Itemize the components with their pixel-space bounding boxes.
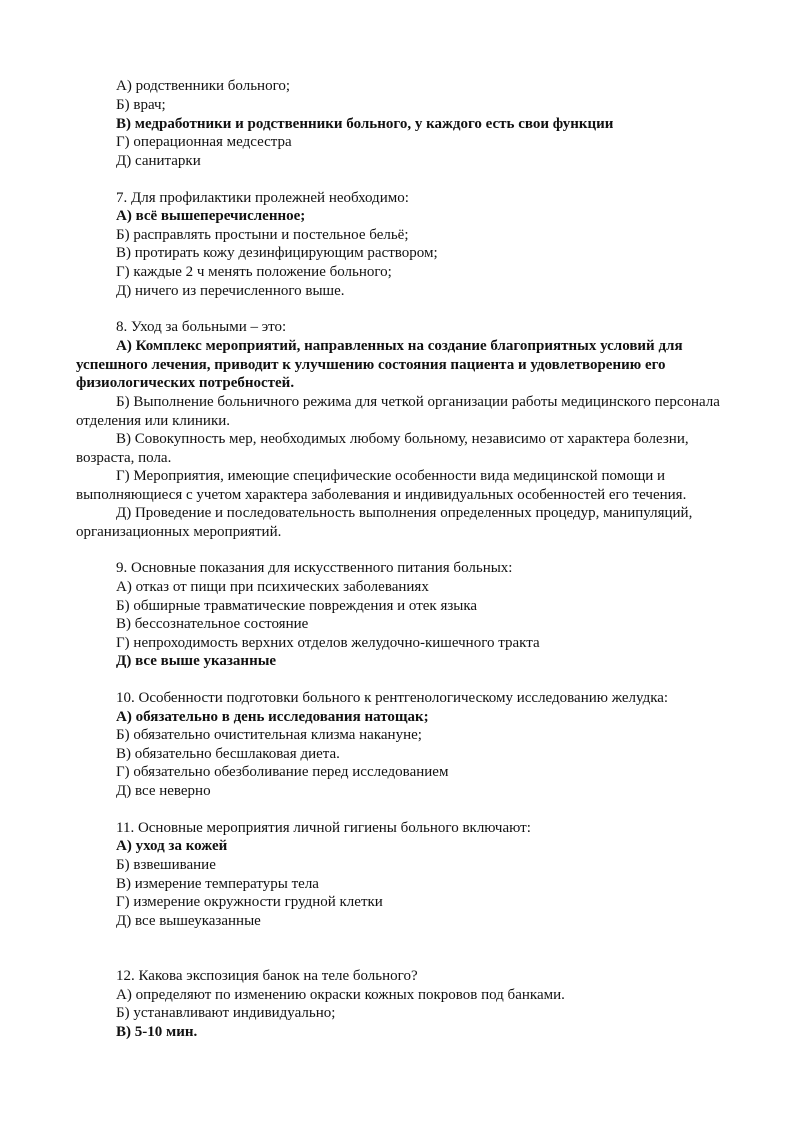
q7-option-e: Д) ничего из перечисленного выше. <box>116 283 345 299</box>
q10-option-b: Б) обязательно очистительная клизма накануне; <box>116 727 422 743</box>
q9-option-d: Г) непроходимость верхних отделов желудочно-кишечного тракта <box>116 635 540 651</box>
q10-option-a-correct: А) обязательно в день исследования натощак; <box>116 709 429 725</box>
q11-question: 11. Основные мероприятия личной гигиены больного включают: <box>116 820 531 836</box>
q6-option-c-correct: В) медработники и родственники больного, у каждого есть свои функции <box>116 116 614 132</box>
q8-option-e: Д) Проведение и последовательность выполнения определенных процедур, манипуляций, организационных мероприятий. <box>76 505 693 540</box>
q10-option-c: В) обязательно бесшлаковая диета. <box>116 746 340 762</box>
q12-option-a: А) определяют по изменению окраски кожных покровов под банками. <box>116 987 565 1003</box>
q12-option-b: Б) устанавливают индивидуально; <box>116 1005 336 1021</box>
q6-option-a: А) родственники больного; <box>116 78 291 94</box>
q11-option-c: В) измерение температуры тела <box>116 876 319 892</box>
q7-option-d: Г) каждые 2 ч менять положение больного; <box>116 264 392 280</box>
q6-option-b: Б) врач; <box>116 97 166 113</box>
q10-option-e: Д) все неверно <box>116 783 211 799</box>
q9-option-a: А) отказ от пищи при психических заболеваниях <box>116 579 429 595</box>
q8-option-d: Г) Мероприятия, имеющие специфические особенности вида медицинской помощи и выполняющиеся с учетом характера заболевания и индивидуальных особенностей его течения. <box>76 468 687 503</box>
q12-question: 12. Какова экспозиция банок на теле больного? <box>116 968 418 984</box>
q10-question: 10. Особенности подготовки больного к рентгенологическому исследованию желудка: <box>116 690 669 706</box>
q12-option-c-correct: В) 5-10 мин. <box>116 1024 198 1040</box>
q7-option-b: Б) расправлять простыни и постельное бельё; <box>116 227 409 243</box>
q7-option-c: В) протирать кожу дезинфицирующим раствором; <box>116 245 438 261</box>
q7-question: 7. Для профилактики пролежней необходимо: <box>116 190 409 206</box>
q11-option-e: Д) все вышеуказанные <box>116 913 261 929</box>
q8-option-b: Б) Выполнение больничного режима для четкой организации работы медицинского персонала отделения или клиники. <box>76 394 720 429</box>
q9-option-b: Б) обширные травматические повреждения и отек языка <box>116 598 478 614</box>
q8-question: 8. Уход за больными – это: <box>116 319 287 335</box>
q6-option-e: Д) санитарки <box>116 153 201 169</box>
q9-option-e-correct: Д) все выше указанные <box>116 653 277 669</box>
q9-question: 9. Основные показания для искусственного питания больных: <box>116 560 513 576</box>
q9-option-c: В) бессознательное состояние <box>116 616 309 632</box>
q10-option-d: Г) обязательно обезболивание перед исследованием <box>116 764 449 780</box>
q11-option-d: Г) измерение окружности грудной клетки <box>116 894 383 910</box>
q11-option-b: Б) взвешивание <box>116 857 216 873</box>
q11-option-a-correct: А) уход за кожей <box>116 838 228 854</box>
q7-option-a-correct: А) всё вышеперечисленное; <box>116 208 306 224</box>
q8-option-a-correct: А) Комплекс мероприятий, направленных на создание благоприятных условий для успешного лечения, приводит к улучшению состояния пациента и удовлетворению его физиологических потребностей. <box>76 338 683 391</box>
q6-option-d: Г) операционная медсестра <box>116 134 292 150</box>
q8-option-c: В) Совокупность мер, необходимых любому больному, независимо от характера болезни, возраста, пола. <box>76 431 689 466</box>
